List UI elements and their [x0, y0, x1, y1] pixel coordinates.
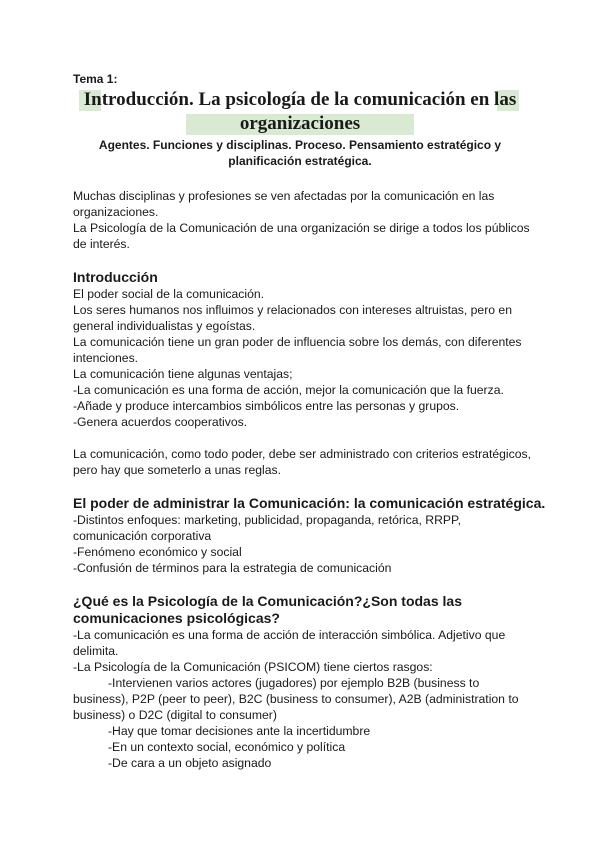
section-line: business) o D2C (digital to consumer): [73, 708, 277, 722]
subtitle-line2: planificación estratégica.: [228, 154, 372, 168]
section-line-indented: -En un contexto social, económico y política: [108, 740, 346, 754]
section-line: La comunicación, como todo poder, debe ser administrado con criterios estratégicos,: [73, 447, 531, 461]
section-line: -Distintos enfoques: marketing, publicidad, propaganda, retórica, RRPP,: [73, 513, 461, 527]
intro-line: Muchas disciplinas y profesiones se ven afectadas por la comunicación en las: [73, 189, 495, 203]
section-line: general individualistas y egoístas.: [73, 319, 256, 333]
intro-line: organizaciones.: [73, 205, 159, 219]
section-line: La comunicación tiene algunas ventajas;: [73, 367, 293, 381]
intro-line: de interés.: [73, 237, 130, 251]
section-line: -La comunicación es una forma de acción de interacción simbólica. Adjetivo que: [73, 628, 506, 642]
section-heading-psicom: comunicaciones psicológicas?: [73, 610, 280, 626]
topic-label: Tema 1:: [73, 72, 118, 86]
section-line: La comunicación tiene un gran poder de influencia sobre los demás, con diferentes: [73, 335, 522, 349]
section-line: -La comunicación es una forma de acción, mejor la comunicación que la fuerza.: [73, 383, 504, 397]
section-line: -Confusión de términos para la estrategia de comunicación: [73, 561, 392, 575]
section-line: delimita.: [73, 644, 119, 658]
intro-line: La Psicología de la Comunicación de una organización se dirige a todos los públicos: [73, 221, 530, 235]
section-line: -Añade y produce intercambios simbólicos entre las personas y grupos.: [73, 399, 460, 413]
subtitle-line1: Agentes. Funciones y disciplinas. Proceso. Pensamiento estratégico y: [98, 138, 502, 152]
section-line-indented: -Hay que tomar decisiones ante la incertidumbre: [108, 724, 371, 738]
document-title-line1: Introducción. La psicología de la comunicación en las: [83, 89, 517, 110]
section-line: Los seres humanos nos influimos y relacionados con intereses altruistas, pero en: [73, 303, 512, 317]
section-heading-estrategica: El poder de administrar la Comunicación: la comunicación estratégica.: [73, 495, 546, 511]
section-line: intenciones.: [73, 351, 139, 365]
section-line: business), P2P (peer to peer), B2C (business to consumer), A2B (administration to: [73, 692, 519, 706]
section-heading-introduccion: Introducción: [73, 269, 158, 285]
section-line: -Genera acuerdos cooperativos.: [73, 415, 248, 429]
section-line: El poder social de la comunicación.: [73, 287, 265, 301]
section-line-indented: -De cara a un objeto asignado: [108, 756, 272, 770]
document-title-line2: organizaciones: [239, 113, 361, 134]
section-line: -La Psicología de la Comunicación (PSICOM) tiene ciertos rasgos:: [73, 660, 433, 674]
section-line: -Fenómeno económico y social: [73, 545, 242, 559]
section-line-indented: -Intervienen varios actores (jugadores) por ejemplo B2B (business to: [108, 676, 480, 690]
section-heading-psicom: ¿Qué es la Psicología de la Comunicación?¿Son todas las: [73, 593, 462, 609]
section-line: pero hay que someterlo a unas reglas.: [73, 463, 281, 477]
section-line: comunicación corporativa: [73, 529, 212, 543]
